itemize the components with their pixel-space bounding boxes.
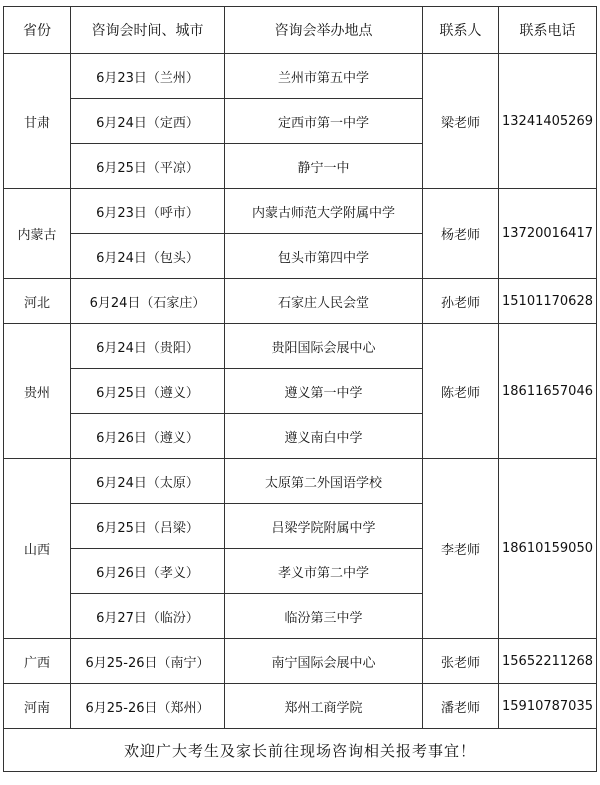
time-city-cell: 6月23日（兰州） [71,54,225,99]
time-city-cell: 6月24日（贵阳） [71,324,225,369]
venue-cell: 定西市第一中学 [225,99,423,144]
province-cell: 广西 [4,639,71,684]
time-city-cell: 6月25日（平凉） [71,144,225,189]
province-cell: 山西 [4,459,71,639]
contact-cell: 张老师 [423,639,499,684]
contact-cell: 陈老师 [423,324,499,459]
table-row [4,459,597,504]
time-city-cell: 6月25-26日（郑州） [71,684,225,729]
header-time-city: 咨询会时间、城市 [71,7,225,54]
time-city-cell: 6月26日（遵义） [71,414,225,459]
phone-cell: 15101170628 [499,279,597,324]
table-row [4,189,597,234]
table-row [4,324,597,369]
venue-cell: 贵阳国际会展中心 [225,324,423,369]
venue-cell: 遵义第一中学 [225,369,423,414]
contact-cell: 李老师 [423,459,499,639]
header-phone: 联系电话 [499,7,597,54]
venue-cell: 南宁国际会展中心 [225,639,423,684]
venue-cell: 兰州市第五中学 [225,54,423,99]
time-city-cell: 6月24日（石家庄） [71,279,225,324]
table-row [4,684,597,729]
phone-cell: 13720016417 [499,189,597,279]
province-cell: 甘肃 [4,54,71,189]
time-city-cell: 6月24日（太原） [71,459,225,504]
venue-cell: 石家庄人民会堂 [225,279,423,324]
venue-cell: 包头市第四中学 [225,234,423,279]
province-cell: 内蒙古 [4,189,71,279]
phone-cell: 15910787035 [499,684,597,729]
time-city-cell: 6月24日（定西） [71,99,225,144]
header-contact: 联系人 [423,7,499,54]
table-row [4,54,597,99]
time-city-cell: 6月23日（呼市） [71,189,225,234]
time-city-cell: 6月24日（包头） [71,234,225,279]
time-city-cell: 6月25日（遵义） [71,369,225,414]
contact-cell: 潘老师 [423,684,499,729]
table-row [4,639,597,684]
venue-cell: 内蒙古师范大学附属中学 [225,189,423,234]
header-province: 省份 [4,7,71,54]
venue-cell: 吕梁学院附属中学 [225,504,423,549]
contact-cell: 杨老师 [423,189,499,279]
venue-cell: 孝义市第二中学 [225,549,423,594]
time-city-cell: 6月27日（临汾） [71,594,225,639]
table-row [4,279,597,324]
phone-cell: 13241405269 [499,54,597,189]
schedule-body [4,54,597,729]
footer-note: 欢迎广大考生及家长前往现场咨询相关报考事宜！ [4,729,597,772]
footer-row [4,729,597,772]
time-city-cell: 6月25日（吕梁） [71,504,225,549]
venue-cell: 太原第二外国语学校 [225,459,423,504]
time-city-cell: 6月25-26日（南宁） [71,639,225,684]
province-cell: 河南 [4,684,71,729]
venue-cell: 临汾第三中学 [225,594,423,639]
venue-cell: 郑州工商学院 [225,684,423,729]
header-venue: 咨询会举办地点 [225,7,423,54]
contact-cell: 梁老师 [423,54,499,189]
contact-cell: 孙老师 [423,279,499,324]
schedule-table [3,6,597,772]
venue-cell: 静宁一中 [225,144,423,189]
venue-cell: 遵义南白中学 [225,414,423,459]
province-cell: 贵州 [4,324,71,459]
province-cell: 河北 [4,279,71,324]
phone-cell: 18610159050 [499,459,597,639]
phone-cell: 15652211268 [499,639,597,684]
phone-cell: 18611657046 [499,324,597,459]
time-city-cell: 6月26日（孝义） [71,549,225,594]
header-row [4,7,597,54]
